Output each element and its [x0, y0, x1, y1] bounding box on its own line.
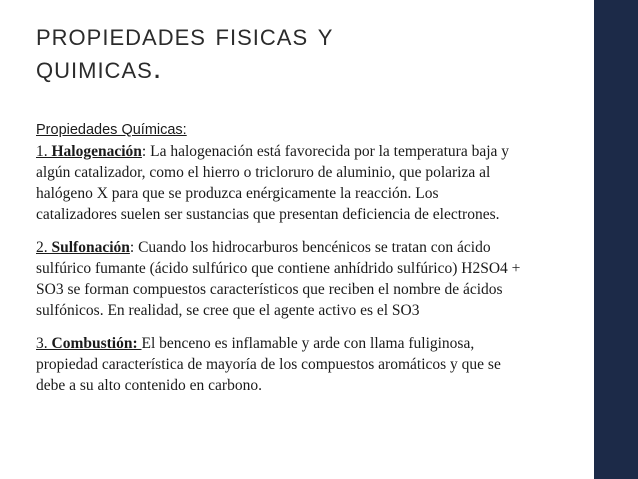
item-term-suffix: : [129, 239, 139, 256]
item-term-suffix: : [141, 143, 151, 160]
item-text: El benceno es inflamable y arde con llama fuliginosa, [141, 335, 475, 352]
item-text: Cuando los hidrocarburos bencénicos se tratan con ácido [138, 239, 491, 256]
item-line: algún catalizador, como el hierro o tricloruro de aluminio, que polariza al [36, 164, 491, 181]
item-term: Sulfonación [51, 239, 130, 256]
item-term: Halogenación [51, 143, 142, 160]
slide-side-bar [594, 0, 638, 479]
section-subheading: Propiedades Químicas: [36, 122, 187, 138]
slide-title-line-2: quimicas. [36, 50, 163, 85]
item-combustion [36, 333, 596, 396]
item-text: La halogenación está favorecida por la temperatura baja y [150, 143, 510, 160]
item-line: sulfúrico fumante (ácido sulfúrico que contiene anhídrido sulfúrico) H2SO4 + [36, 260, 521, 277]
item-line: propiedad característica de mayoría de los compuestos aromáticos y que se [36, 356, 501, 373]
item-halogenacion [36, 141, 596, 225]
item-number: 1. [36, 143, 52, 160]
item-line [36, 237, 596, 258]
slide-title [36, 18, 476, 84]
item-line: sulfónicos. En realidad, se cree que el agente activo es el SO3 [36, 302, 420, 319]
item-number: 3. [36, 335, 52, 352]
item-line: SO3 se forman compuestos característicos que reciben el nombre de ácidos [36, 281, 503, 298]
item-sulfonacion [36, 237, 596, 321]
item-line [36, 333, 596, 354]
item-line [36, 141, 596, 162]
item-line: debe a su alto contenido en carbono. [36, 377, 262, 394]
slide-body [36, 121, 596, 396]
item-term: Combustión: [51, 335, 142, 352]
item-number: 2. [36, 239, 52, 256]
slide-title-line-1: propiedades fisicas y [36, 17, 334, 52]
item-line: halógeno X para que se produzca enérgicamente la reacción. Los [36, 185, 439, 202]
item-line: catalizadores suelen ser sustancias que presentan deficiencia de electrones. [36, 206, 500, 223]
